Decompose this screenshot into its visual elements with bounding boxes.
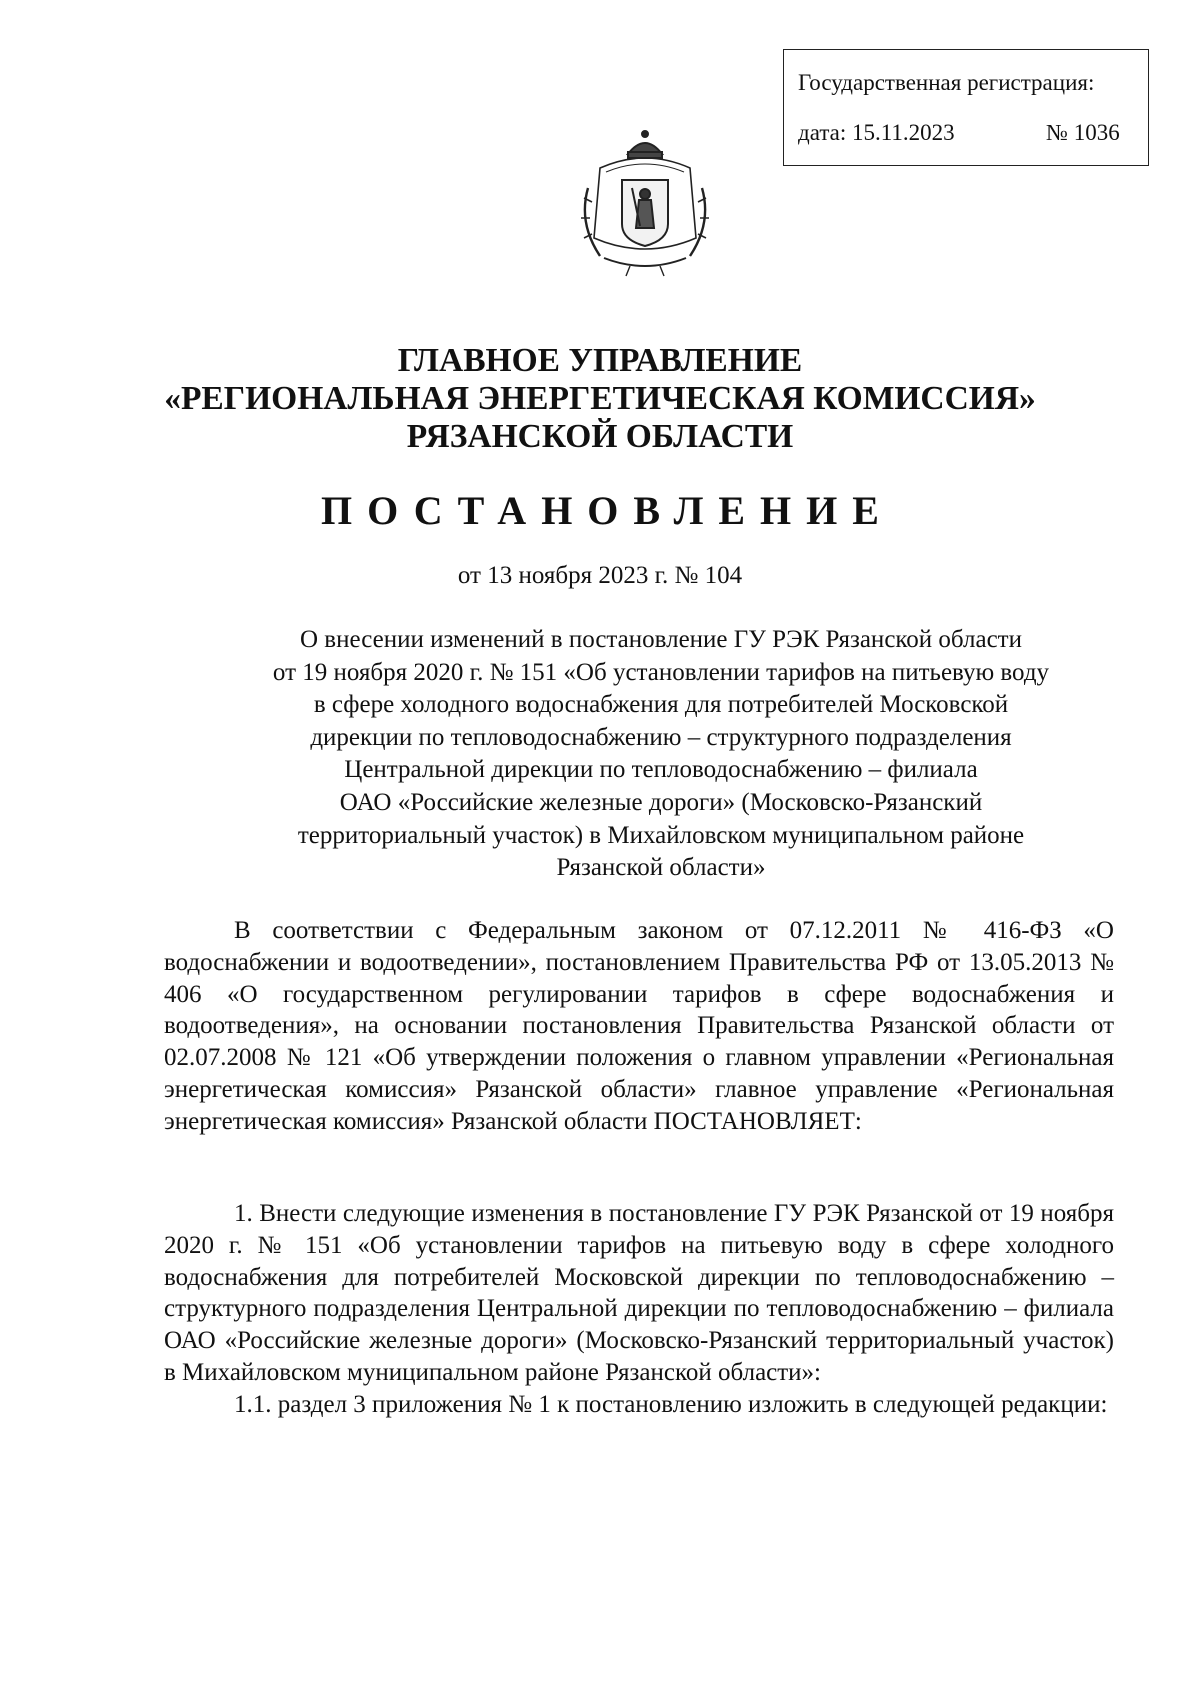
registration-stamp — [783, 49, 1149, 166]
subject-line: ОАО «Российские железные дороги» (Московско-Рязанский — [339, 788, 983, 816]
org-line-2: «РЕГИОНАЛЬНАЯ ЭНЕРГЕТИЧЕСКАЯ КОМИССИЯ» — [164, 380, 1036, 417]
document-title: ПОСТАНОВЛЕНИЕ — [321, 488, 894, 533]
subject-line: дирекции по тепловодоснабжению – структурного подразделения — [310, 723, 1012, 751]
subject-line: О внесении изменений в постановление ГУ РЭК Рязанской области — [300, 626, 1022, 653]
document-subject — [200, 624, 1122, 885]
subject-line: Центральной дирекции по тепловодоснабжению – филиала — [344, 756, 978, 784]
subject-line: от 19 ноября 2020 г. № 151 «Об установлении тарифов на питьевую воду — [272, 658, 1050, 686]
item-1-1-text: 1.1. раздел 3 приложения № 1 к постановлению изложить в следующей редакции: — [234, 1390, 1108, 1418]
preamble-text: В соответствии с Федеральным законом от 07.12.2011 № 416-ФЗ «О водоснабжении и водоотведении», постановлением Правительства РФ от 13.05.2013 № 406 «О государственном регулировании тарифов в сфере водоснабжения и водоотведения», на основании постановления Правительства Рязанской области от 02.07.2008 № 121 «Об утверждении положения о главном управлении «Региональная энергетическая комиссия» Рязанской области» главное управление «Региональная энергетическая комиссия» Рязанской области ПОСТАНОВЛЯЕТ: — [164, 917, 1114, 1135]
preamble-paragraph — [164, 915, 1114, 1138]
org-line-3: РЯЗАНСКОЙ ОБЛАСТИ — [406, 418, 794, 455]
registration-title: Государственная регистрация: — [798, 70, 1095, 95]
subject-line: Рязанской области» — [556, 854, 766, 882]
subject-line: территориальный участок) в Михайловском муниципальном районе — [297, 821, 1025, 849]
item-1-paragraph — [164, 1198, 1114, 1421]
registration-date: дата: 15.11.2023 — [798, 120, 955, 145]
org-line-1: ГЛАВНОЕ УПРАВЛЕНИЕ — [397, 342, 803, 379]
item-1-text: 1. Внести следующие изменения в постановление ГУ РЭК Рязанской от 19 ноября 2020 г. № 151 «Об установлении тарифов на питьевую воду в сфере холодного водоснабжения для потребителей Московской дирекции по тепловодоснабжению – структурного подразделения Центральной дирекции по тепловодоснабжению – филиала ОАО «Российские железные дороги» (Московско-Рязанский территориальный участок) в Михайловском муниципальном районе Рязанской области»: — [164, 1200, 1114, 1386]
registration-number: № 1036 — [1046, 120, 1120, 145]
ryazan-coat-of-arms-icon — [570, 128, 720, 278]
registration-date-line — [798, 120, 1148, 146]
organization-header — [0, 342, 1200, 456]
subject-line: в сфере холодного водоснабжения для потребителей Московской — [313, 691, 1009, 719]
document-date: от 13 ноября 2023 г. № 104 — [457, 562, 743, 589]
